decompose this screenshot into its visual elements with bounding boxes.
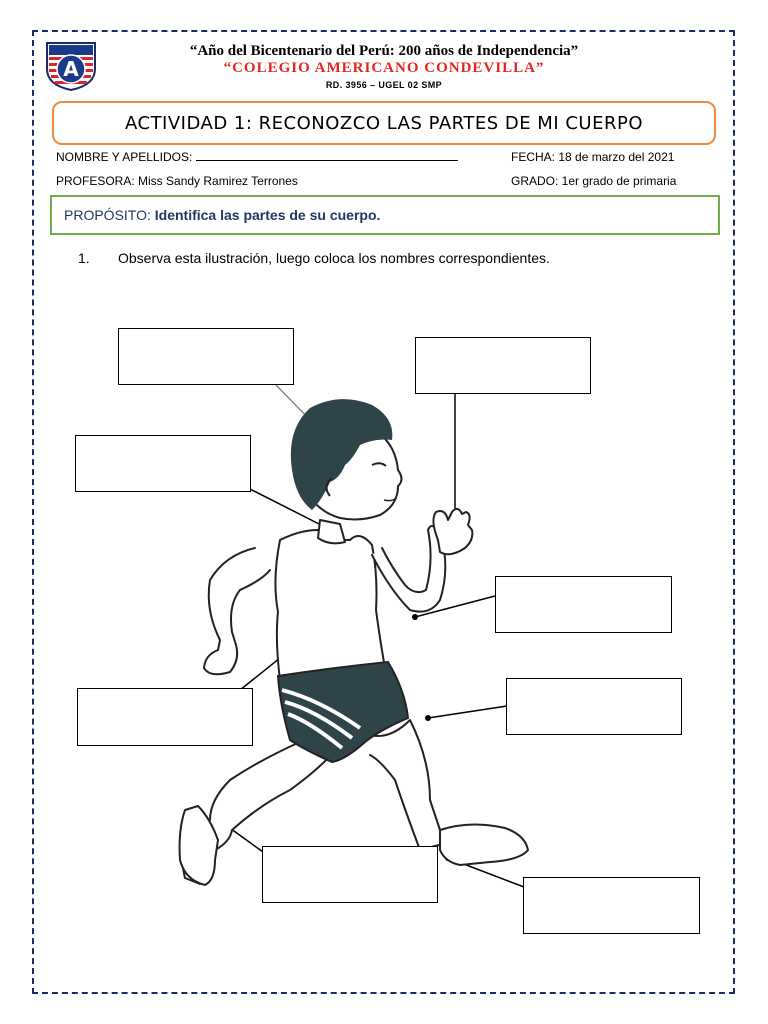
answer-box-6[interactable] [506, 678, 682, 735]
tank-top [275, 530, 385, 680]
front-arm [372, 526, 445, 612]
answer-box-7[interactable] [262, 846, 438, 903]
front-shoe [440, 824, 528, 865]
teacher-field: PROFESORA: Miss Sandy Ramirez Terrones [56, 174, 298, 188]
crest-letter: A [63, 57, 79, 81]
activity-title: ACTIVIDAD 1: RECONOZCO LAS PARTES DE MI CUERPO [125, 112, 643, 134]
date-field: FECHA: 18 de marzo del 2021 [511, 150, 675, 164]
instruction-number: 1. [78, 250, 90, 266]
answer-box-1[interactable] [118, 328, 294, 385]
answer-box-8[interactable] [523, 877, 700, 934]
resolution-number: RD. 3956 – UGEL 02 SMP [325, 80, 443, 90]
back-arm [204, 548, 270, 674]
purpose-text: Identifica las partes de su cuerpo. [154, 207, 381, 223]
answer-box-5[interactable] [77, 688, 253, 746]
neck [318, 520, 345, 543]
answer-box-3[interactable] [75, 435, 251, 492]
school-name: “COLEGIO AMERICANO CONDEVILLA” [223, 60, 545, 76]
purpose-label: PROPÓSITO: [64, 207, 151, 223]
answer-box-2[interactable] [415, 337, 591, 394]
instruction-text: Observa esta ilustración, luego coloca los nombres correspondientes. [118, 250, 550, 266]
answer-box-4[interactable] [495, 576, 672, 633]
front-leg [370, 720, 450, 850]
leader-line-knee [428, 706, 507, 718]
motto: “Año del Bicentenario del Perú: 200 años de Independencia” [189, 43, 579, 59]
name-label: NOMBRE Y APELLIDOS: [56, 150, 193, 164]
hand [433, 509, 472, 554]
grade-field: GRADO: 1er grado de primaria [511, 174, 677, 188]
